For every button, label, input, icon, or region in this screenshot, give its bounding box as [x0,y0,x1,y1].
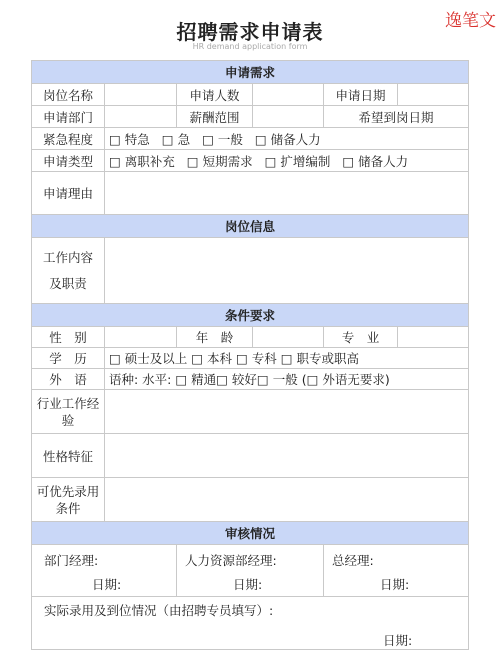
row-actual-hire [32,597,469,650]
row-urgency [32,128,469,150]
education-options[interactable]: □ 硕士及以上 □ 本科 □ 专科 □ 职专或职高 [105,348,469,369]
recruitment-form-table [31,60,469,650]
checkbox-urgency-normal[interactable]: □ 一般 [202,131,243,147]
label-education: 学 历 [32,348,105,369]
label-duties [32,238,105,304]
row-duties [32,238,469,304]
field-industry-exp[interactable] [105,390,469,434]
approval-dept-manager[interactable] [32,545,177,597]
checkbox-type-short-term[interactable]: □ 短期需求 [186,153,253,169]
label-hr-manager-date: 日期: [233,577,263,592]
label-age: 年 龄 [177,327,253,348]
field-gender[interactable] [105,327,177,348]
row-department [32,106,469,128]
field-reason[interactable] [105,172,469,215]
row-education [32,348,469,369]
approval-hr-manager[interactable] [177,545,324,597]
checkbox-type-expansion[interactable]: □ 扩增编制 [264,153,331,169]
field-salary-range[interactable] [253,106,324,128]
field-department[interactable] [105,106,177,128]
checkbox-type-reserve[interactable]: □ 储备人力 [342,153,409,169]
row-basic-conditions [32,327,469,348]
section-header-request: 申请需求 [32,61,469,84]
field-actual-hire[interactable] [32,597,469,650]
label-gender: 性 别 [32,327,105,348]
label-apply-date: 申请日期 [324,84,398,106]
label-dept-manager: 部门经理: [44,553,99,568]
label-language: 外 语 [32,369,105,390]
row-personality [32,434,469,478]
checkbox-urgency-critical[interactable]: □ 特急 [109,131,150,147]
field-age[interactable] [253,327,324,348]
row-language [32,369,469,390]
row-request-type [32,150,469,172]
section-header-position: 岗位信息 [32,215,469,238]
row-approvals [32,545,469,597]
label-request-type: 申请类型 [32,150,105,172]
language-options[interactable]: 语种: 水平: □ 精通□ 较好□ 一般 (□ 外语无要求) [105,369,469,390]
label-actual-hire: 实际录用及到位情况（由招聘专员填写）: [44,603,274,618]
label-department: 申请部门 [32,106,105,128]
request-type-options [105,150,469,172]
checkbox-urgency-reserve[interactable]: □ 储备人力 [254,131,321,147]
section-header-review: 审核情况 [32,522,469,545]
label-general-manager-date: 日期: [380,577,410,592]
row-reason [32,172,469,215]
section-header-conditions: 条件要求 [32,304,469,327]
label-duties-line2: 及职责 [49,275,87,291]
field-major[interactable] [398,327,469,348]
field-duties[interactable] [105,238,469,304]
label-personality: 性格特征 [32,434,105,478]
field-apply-date[interactable] [398,84,469,106]
label-urgency: 紧急程度 [32,128,105,150]
label-general-manager: 总经理: [332,553,374,568]
label-reason: 申请理由 [32,172,105,215]
row-industry-exp [32,390,469,434]
form-subtitle: HR demand application form [192,42,308,51]
urgency-options [105,128,469,150]
approval-general-manager[interactable] [324,545,469,597]
row-priority [32,478,469,522]
field-personality[interactable] [105,434,469,478]
label-headcount: 申请人数 [177,84,253,106]
form-title: 招聘需求申请表 [176,20,324,44]
checkbox-type-replacement[interactable]: □ 离职补充 [109,153,175,169]
label-position-name: 岗位名称 [32,84,105,106]
field-priority[interactable] [105,478,469,522]
label-salary-range: 薪酬范围 [177,106,253,128]
label-industry-exp: 行业工作经验 [32,390,105,434]
label-major: 专 业 [324,327,398,348]
label-duties-line1: 工作内容 [42,249,93,265]
label-priority: 可优先录用条件 [32,478,105,522]
field-headcount[interactable] [253,84,324,106]
label-dept-manager-date: 日期: [92,577,122,592]
label-expected-date: 希望到岗日期 [324,106,469,128]
checkbox-urgency-urgent[interactable]: □ 急 [161,131,191,147]
field-position-name[interactable] [105,84,177,106]
label-actual-hire-date: 日期: [383,633,413,648]
label-hr-manager: 人力资源部经理: [185,553,277,568]
row-position-name [32,84,469,106]
watermark-logo: 逸笔文 [445,11,496,31]
